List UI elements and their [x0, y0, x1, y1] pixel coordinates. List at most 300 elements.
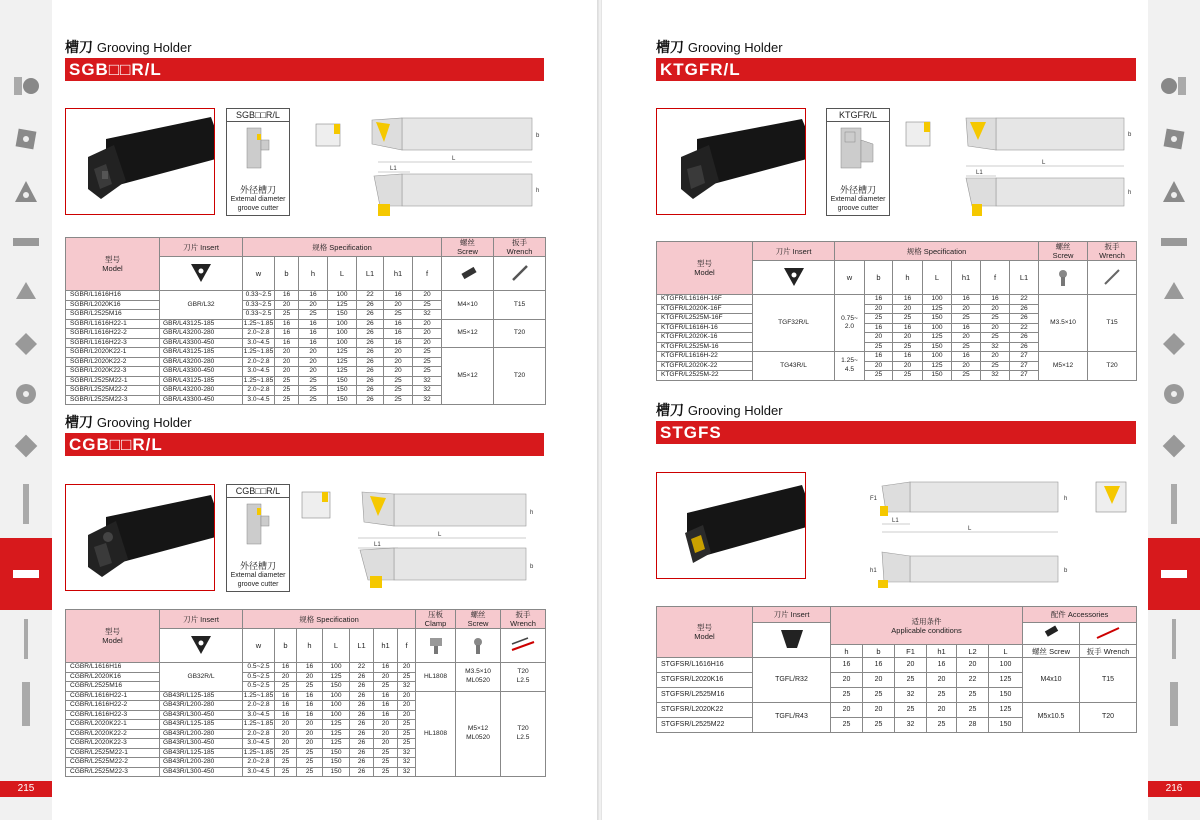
table-cell: 20 — [299, 367, 328, 377]
table-cell: 25 — [413, 357, 442, 367]
th-clamp: 压板 Clamp — [416, 610, 456, 629]
table-cell: 3.0~4.5 — [243, 710, 275, 720]
th-spec: 规格 Specification — [243, 238, 442, 257]
cutter-tools-icon[interactable] — [10, 72, 42, 100]
table-cell: b — [275, 629, 297, 663]
table-cell: T15 — [494, 291, 546, 320]
table-cell: 125 — [323, 729, 350, 739]
table-cell: 125 — [923, 361, 952, 371]
drill-icon[interactable] — [1158, 490, 1190, 518]
table-cell: 20 — [297, 729, 323, 739]
cgb-sketch-en2: groove cutter — [237, 581, 279, 588]
table-cell: 22 — [1010, 295, 1039, 305]
triangle-insert-icon[interactable] — [1158, 178, 1190, 206]
table-cell: 26 — [357, 395, 384, 405]
table-cell: 150 — [323, 767, 350, 777]
table-cell: 26 — [350, 691, 374, 701]
table-cell: 20 — [981, 304, 1010, 314]
square-insert-icon[interactable] — [10, 125, 42, 153]
table-cell: 0.33~2.5 — [243, 291, 275, 301]
rhombus-insert-icon[interactable] — [10, 330, 42, 358]
table-cell: b — [863, 645, 895, 658]
u-drill-icon[interactable] — [1158, 690, 1190, 718]
table-cell: L1 — [350, 629, 374, 663]
table-cell: 25 — [384, 376, 413, 386]
table-cell: SGBR/L2525M16 — [66, 310, 160, 320]
table-cell: SGBR/L2020K22-2 — [66, 357, 160, 367]
table-cell: GB43R/L300-450 — [160, 710, 243, 720]
table-cell: 20 — [299, 300, 328, 310]
grooving-insert-icon[interactable] — [1158, 432, 1190, 460]
table-cell: 25 — [299, 310, 328, 320]
table-cell: 26 — [1010, 333, 1039, 343]
table-cell: 20 — [398, 710, 416, 720]
table-cell: 20 — [374, 729, 398, 739]
ktg-sketch-en1: External diameter — [830, 196, 886, 203]
ktg-code-bar: KTGFR/L — [656, 58, 1136, 81]
table-cell: 20 — [865, 304, 893, 314]
table-cell: 25 — [398, 720, 416, 730]
table-cell: 150 — [923, 371, 952, 381]
table-cell: 25 — [297, 748, 323, 758]
stg-spec-table — [656, 606, 1137, 733]
table-cell: 25 — [299, 376, 328, 386]
table-cell: 16 — [275, 691, 297, 701]
table-cell: 25 — [297, 758, 323, 768]
table-cell: 16 — [275, 329, 299, 339]
table-cell: CGBR/L2525M16 — [66, 682, 160, 692]
table-cell: 32 — [895, 718, 927, 733]
table-cell: 26 — [357, 376, 384, 386]
holder-insert-icon[interactable] — [1158, 228, 1190, 256]
u-drill-icon[interactable] — [10, 690, 42, 718]
ktg-heading: 槽刀 Grooving Holder — [656, 39, 783, 55]
th-model: 型号 Model — [66, 238, 160, 291]
table-cell: 26 — [350, 710, 374, 720]
th-spec: 规格 Specification — [243, 610, 416, 629]
table-cell: TGFL/R32 — [753, 658, 831, 703]
sgb-dim-b: b — [536, 133, 540, 139]
table-cell: 16 — [865, 295, 893, 305]
table-cell: 25 — [384, 395, 413, 405]
table-cell: 20 — [275, 367, 299, 377]
table-cell: 3.0~4.5 — [243, 338, 275, 348]
table-cell: 25 — [275, 376, 299, 386]
clamp-icon — [416, 629, 456, 663]
table-cell: 20 — [275, 357, 299, 367]
table-cell: 20 — [297, 739, 323, 749]
round-insert-icon[interactable] — [10, 380, 42, 408]
table-cell: L — [923, 261, 952, 295]
stg-dim-h: h — [1064, 496, 1068, 502]
table-cell: 16 — [275, 291, 299, 301]
table-cell: 125 — [323, 720, 350, 730]
ktg-spec-table — [656, 241, 1137, 381]
table-cell: 25 — [384, 386, 413, 396]
table-cell: 3.0~4.5 — [243, 395, 275, 405]
table-cell: w — [243, 629, 275, 663]
table-cell: SGBR/L2525M22-3 — [66, 395, 160, 405]
table-cell: CGBR/L2525M22-1 — [66, 748, 160, 758]
table-cell: 100 — [923, 352, 952, 362]
table-cell: 32 — [398, 767, 416, 777]
table-cell: 20 — [275, 720, 297, 730]
table-cell: h — [297, 629, 323, 663]
table-cell: 25 — [299, 386, 328, 396]
table-cell: 16 — [384, 338, 413, 348]
cgb-sketch-drawing — [227, 498, 289, 548]
rhombus-insert-icon[interactable] — [1158, 330, 1190, 358]
grooving-holder-icon — [11, 565, 41, 583]
table-cell: L1 — [357, 257, 384, 291]
table-cell: 16 — [865, 352, 893, 362]
table-cell: STGFSR/L2525M16 — [657, 688, 753, 703]
table-cell: 16 — [893, 295, 923, 305]
table-cell: 27 — [1010, 371, 1039, 381]
table-cell: SGBR/L2525M22-1 — [66, 376, 160, 386]
table-cell: 26 — [350, 767, 374, 777]
table-cell: GBR/L43300-450 — [160, 395, 243, 405]
table-cell: STGFSR/L2525M22 — [657, 718, 753, 733]
table-row — [66, 348, 546, 358]
table-cell: 20 — [893, 333, 923, 343]
table-cell: 25 — [275, 748, 297, 758]
table-cell: 16 — [952, 352, 981, 362]
table-cell: 16 — [299, 338, 328, 348]
active-grooving-category[interactable] — [0, 538, 52, 610]
table-cell: 100 — [328, 338, 357, 348]
left-category-sidebar — [0, 0, 52, 820]
table-cell: 16 — [275, 338, 299, 348]
table-cell: KTGFR/L1616H-16F — [657, 295, 753, 305]
ktg-dim-L1: L1 — [976, 170, 983, 176]
table-cell: 20 — [413, 319, 442, 329]
table-cell: 25 — [398, 739, 416, 749]
holder-insert-icon[interactable] — [10, 228, 42, 256]
table-cell: 25 — [865, 371, 893, 381]
table-cell: CGBR/L2020K22-3 — [66, 739, 160, 749]
table-cell: T20 — [494, 348, 546, 405]
table-cell: 25 — [927, 718, 957, 733]
table-cell: 100 — [328, 319, 357, 329]
table-cell: CGBR/L2020K22-1 — [66, 720, 160, 730]
cgb-dim-L1: L1 — [374, 542, 381, 548]
table-cell: 26 — [350, 682, 374, 692]
sgb-sketch-drawing — [227, 122, 289, 172]
table-cell: f — [398, 629, 416, 663]
table-cell: 26 — [357, 338, 384, 348]
th-screw: 螺丝 Screw — [442, 238, 494, 257]
table-cell: GBR/L32 — [160, 291, 243, 320]
insert-icon — [160, 257, 243, 291]
table-cell: GB32R/L — [160, 663, 243, 692]
stg-code-bar: STGFS — [656, 421, 1136, 444]
sgb-sketch-en1: External diameter — [230, 196, 286, 203]
table-cell: 32 — [981, 371, 1010, 381]
sgb-dim-h: h — [536, 188, 540, 194]
table-cell: 32 — [981, 342, 1010, 352]
table-cell: 150 — [323, 748, 350, 758]
table-cell: 16 — [297, 701, 323, 711]
ktg-sketch-en2: groove cutter — [837, 205, 879, 212]
table-cell: 27 — [1010, 352, 1039, 362]
square-insert-icon[interactable] — [1158, 125, 1190, 153]
table-cell: 100 — [989, 658, 1023, 673]
table-cell: GBR/L43125-185 — [160, 376, 243, 386]
table-cell: T20 — [494, 319, 546, 348]
table-cell: M5x10.5 — [1023, 703, 1080, 733]
table-cell: 26 — [357, 310, 384, 320]
table-cell: 150 — [923, 314, 952, 324]
table-cell: 2.0~2.8 — [243, 758, 275, 768]
table-cell: 20 — [275, 300, 299, 310]
table-cell: 20 — [863, 673, 895, 688]
stg-dim-b: b — [1064, 568, 1068, 574]
table-cell: 25 — [981, 333, 1010, 343]
table-cell: 2.0~2.8 — [243, 329, 275, 339]
round-insert-icon[interactable] — [1158, 380, 1190, 408]
table-cell: 16 — [297, 663, 323, 673]
table-cell: 150 — [989, 688, 1023, 703]
table-cell: 22 — [350, 663, 374, 673]
table-cell: 32 — [398, 758, 416, 768]
table-cell: 25 — [374, 682, 398, 692]
table-cell: 22 — [357, 291, 384, 301]
table-cell: 20 — [398, 701, 416, 711]
table-cell: 26 — [357, 386, 384, 396]
table-cell: h1 — [927, 645, 957, 658]
table-cell: 25 — [275, 767, 297, 777]
table-cell: 20 — [952, 361, 981, 371]
table-row — [657, 295, 1137, 305]
table-cell: KTGFR/L2020K-16F — [657, 304, 753, 314]
table-cell: 26 — [350, 739, 374, 749]
stg-dim-L: L — [968, 526, 972, 532]
table-cell: KTGFR/L2525M-16 — [657, 342, 753, 352]
table-cell: h1 — [384, 257, 413, 291]
table-cell: 20 — [981, 323, 1010, 333]
table-cell: 125 — [328, 357, 357, 367]
table-cell: 16 — [374, 691, 398, 701]
table-cell: w — [243, 257, 275, 291]
triangle-insert-icon[interactable] — [10, 178, 42, 206]
cgb-sketch — [226, 484, 290, 592]
sgb-spec-table — [65, 237, 546, 405]
table-cell: 25 — [957, 703, 989, 718]
table-cell: 150 — [989, 718, 1023, 733]
wrench-icon — [1080, 623, 1137, 645]
table-cell: 20 — [927, 703, 957, 718]
table-cell: 25 — [384, 310, 413, 320]
table-cell: GBR/L43200-280 — [160, 357, 243, 367]
grooving-insert-icon[interactable] — [10, 432, 42, 460]
table-cell: 20 — [374, 739, 398, 749]
table-cell: 25 — [413, 300, 442, 310]
table-cell: b — [275, 257, 299, 291]
table-cell: 1.25~1.85 — [243, 319, 274, 327]
table-cell: 125 — [328, 300, 357, 310]
screw-icon — [442, 257, 494, 291]
sgb-sketch — [226, 108, 290, 216]
table-cell: HL1808 — [416, 691, 456, 777]
table-cell: 125 — [323, 672, 350, 682]
table-cell: 26 — [1010, 314, 1039, 324]
th-screw: 螺丝 Screw — [1039, 242, 1088, 261]
table-cell: 100 — [923, 295, 952, 305]
table-cell: 20 — [299, 348, 328, 358]
table-cell: 150 — [328, 376, 357, 386]
table-cell: 螺丝 Screw — [1023, 645, 1080, 658]
table-cell: h — [299, 257, 328, 291]
table-row — [657, 703, 1137, 718]
th-wrench: 扳手 Wrench — [501, 610, 546, 629]
table-cell: 125 — [323, 739, 350, 749]
table-cell: 26 — [350, 758, 374, 768]
table-cell: 20 — [927, 673, 957, 688]
table-cell: 150 — [923, 342, 952, 352]
table-cell: 25 — [927, 688, 957, 703]
table-cell: 26 — [1010, 342, 1039, 352]
table-cell: 26 — [350, 748, 374, 758]
table-cell: 25 — [957, 688, 989, 703]
table-cell: 20 — [374, 720, 398, 730]
table-cell: SGBR/L2020K16 — [66, 300, 160, 310]
cgb-dim-L: L — [438, 532, 442, 538]
table-cell: 1.25~ 4.5 — [835, 352, 865, 381]
th-model: 型号 Model — [657, 242, 753, 295]
table-cell: GBR/L43125-185 — [160, 319, 243, 329]
screw-icon — [1039, 261, 1088, 295]
table-cell: L — [328, 257, 357, 291]
table-cell: T15 — [1080, 658, 1137, 703]
sgb-heading: 槽刀 Grooving Holder — [65, 39, 192, 55]
insert-icon — [160, 629, 243, 663]
table-cell: CGBR/L1616H22-2 — [66, 701, 160, 711]
table-cell: SGBR/L2020K22-3 — [66, 367, 160, 377]
table-cell: 25 — [275, 310, 299, 320]
table-cell: 32 — [895, 688, 927, 703]
table-cell: GBR/L43300-450 — [160, 367, 243, 377]
stg-dim-F1: F1 — [870, 496, 878, 502]
table-cell: 100 — [923, 323, 952, 333]
sgb-dim-L: L — [452, 156, 456, 162]
table-cell: 20 — [398, 663, 416, 673]
cgb-spec-table — [65, 609, 546, 777]
table-cell: 125 — [989, 703, 1023, 718]
table-cell: 25 — [299, 395, 328, 405]
table-cell: 20 — [275, 729, 297, 739]
table-cell: 26 — [357, 300, 384, 310]
table-cell: 25 — [981, 314, 1010, 324]
table-cell: T15 — [1088, 295, 1137, 352]
ktg-sketch — [826, 108, 890, 216]
table-cell: 125 — [989, 673, 1023, 688]
table-cell: 0.75~ 2.0 — [835, 295, 865, 352]
table-cell: 150 — [323, 682, 350, 692]
cgb-holder-photo — [65, 484, 215, 591]
table-cell: 32 — [413, 386, 442, 396]
table-cell: 20 — [413, 291, 442, 301]
table-cell: 16 — [384, 319, 413, 329]
table-cell: CGBR/L1616H16 — [66, 663, 160, 673]
table-cell: 25 — [275, 758, 297, 768]
table-cell: 2.0~2.8 — [243, 357, 275, 367]
th-model: 型号 Model — [657, 607, 753, 658]
cgb-sketch-label: CGB□□R/L — [227, 485, 289, 498]
table-cell: 20 — [275, 672, 297, 682]
th-insert: 刀片 Insert — [160, 610, 243, 629]
th-spec: 规格 Specification — [835, 242, 1039, 261]
table-cell: 2.0~2.8 — [243, 729, 275, 739]
table-cell: 0.33~2.5 — [243, 300, 275, 310]
wrench-icon — [494, 257, 546, 291]
table-cell: 25 — [863, 688, 895, 703]
table-cell: 25 — [374, 758, 398, 768]
table-cell: 100 — [323, 710, 350, 720]
table-cell: 20 — [957, 658, 989, 673]
table-row — [66, 663, 546, 673]
table-cell: T20 L2.5 — [501, 691, 546, 777]
active-grooving-category[interactable] — [1148, 538, 1200, 610]
table-cell: CGBR/L1616H22-1 — [66, 691, 160, 701]
table-cell: 1.25~1.85 — [243, 348, 274, 355]
table-cell: M5×12 — [442, 319, 494, 348]
table-cell: 1.25~1.85 — [243, 748, 274, 756]
table-cell: h1 — [952, 261, 981, 295]
boring-bar-icon[interactable] — [1158, 625, 1190, 653]
table-cell: 16 — [831, 658, 863, 673]
table-cell: KTGFR/L2020K-22 — [657, 361, 753, 371]
sgb-dim-L1: L1 — [390, 166, 397, 172]
drill-icon[interactable] — [10, 490, 42, 518]
table-cell: 20 — [831, 703, 863, 718]
cutter-tools-icon[interactable] — [1158, 72, 1190, 100]
table-cell: 16 — [927, 658, 957, 673]
table-cell: 26 — [357, 367, 384, 377]
th-screw: 螺丝 Screw — [456, 610, 501, 629]
table-cell: T20 — [1080, 703, 1137, 733]
trigon-insert-icon[interactable] — [1158, 278, 1190, 306]
page-gutter — [598, 0, 602, 820]
stg-dim-h1: h1 — [870, 568, 877, 574]
table-cell: GB43R/L200-280 — [160, 729, 243, 739]
table-cell: h — [831, 645, 863, 658]
table-cell: HL1808 — [416, 663, 456, 692]
ktg-holder-photo — [656, 108, 806, 215]
cgb-dimension-drawing — [298, 486, 550, 596]
table-cell: F1 — [895, 645, 927, 658]
table-cell: 26 — [357, 348, 384, 358]
table-cell: SGBR/L1616H16 — [66, 291, 160, 301]
table-cell: SGBR/L1616H22-1 — [66, 319, 160, 329]
table-cell: 25 — [297, 767, 323, 777]
table-cell: 100 — [323, 691, 350, 701]
boring-bar-icon[interactable] — [10, 625, 42, 653]
screw-icon — [456, 629, 501, 663]
table-cell: 16 — [297, 691, 323, 701]
table-cell: 2.0~2.8 — [243, 701, 275, 711]
th-conditions: 适用条件 Applicable conditions — [831, 607, 1023, 645]
table-cell: GB43R/L125-185 — [160, 691, 243, 701]
trigon-insert-icon[interactable] — [10, 278, 42, 306]
table-cell: 20 — [981, 352, 1010, 362]
table-cell: 20 — [374, 672, 398, 682]
table-cell: 25 — [398, 672, 416, 682]
stg-dim-L1: L1 — [892, 518, 899, 524]
sgb-holder-photo — [65, 108, 215, 215]
table-cell: 0.5~2.5 — [243, 682, 275, 692]
table-cell: 25 — [831, 688, 863, 703]
